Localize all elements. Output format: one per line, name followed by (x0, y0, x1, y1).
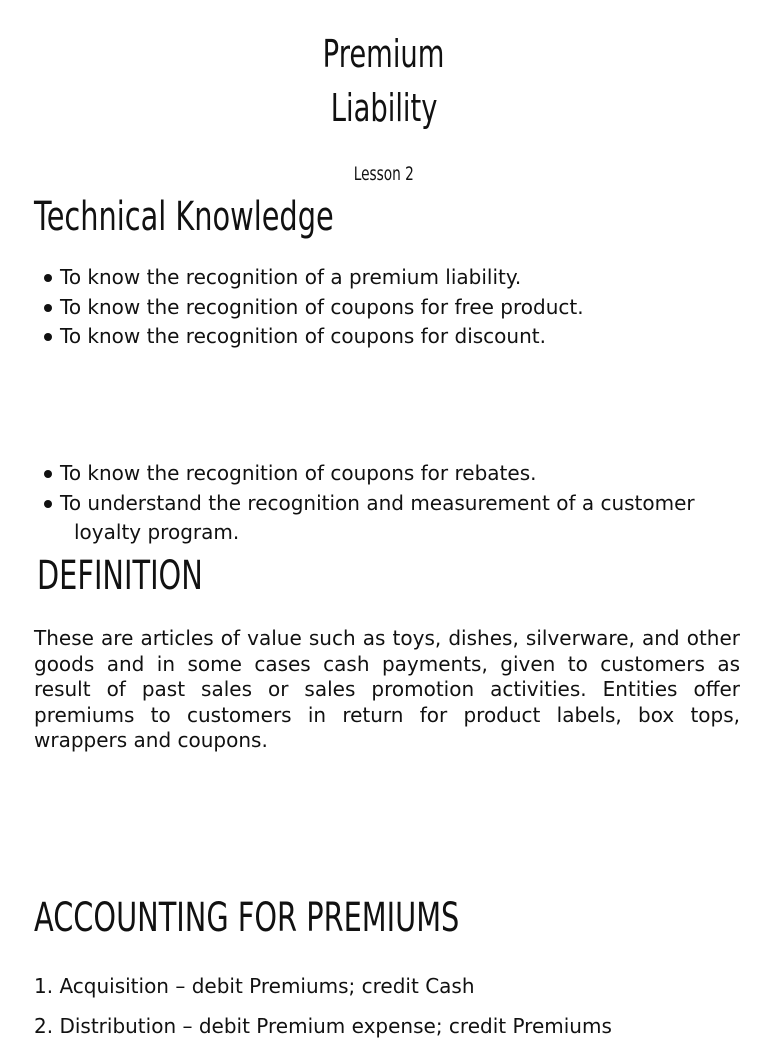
list-item (42, 489, 732, 548)
lesson-label (0, 162, 768, 186)
accounting-steps (34, 966, 740, 1046)
list-item: 1. Acquisition – debit Premiums; credit Cash (34, 974, 475, 998)
list-item: To know the recognition of coupons for rebates. (42, 459, 732, 489)
definition-heading: DEFINITION (37, 553, 203, 599)
list-item: To know the recognition of coupons for free product. (42, 293, 732, 323)
title-line-1 (0, 28, 768, 80)
title-text-1: Premium (323, 32, 445, 76)
technical-knowledge-list-top (42, 263, 732, 352)
title-text-2: Liability (330, 86, 438, 130)
technical-knowledge-heading: Technical Knowledge (34, 194, 334, 240)
list-item-text: To understand the recognition and measurement of a customer (60, 490, 695, 515)
list-item: To know the recognition of coupons for discount. (42, 322, 732, 352)
list-item: To know the recognition of a premium liability. (42, 263, 732, 293)
accounting-heading: ACCOUNTING FOR PREMIUMS (34, 895, 460, 941)
lesson-label-text: Lesson 2 (353, 163, 415, 185)
definition-text: These are articles of value such as toys, dishes, silverware, and other goods and in some cases cash payments, given to customers as result of past sales or sales promotion activities. Entities offer premiums to customers in return for product labels, box tops, wrappers and coupons. (34, 626, 740, 753)
list-item: 2. Distribution – debit Premium expense; credit Premiums (34, 1014, 612, 1038)
technical-knowledge-list-bottom (42, 459, 732, 548)
list-item-continuation: loyalty program. (74, 520, 240, 544)
title-line-2 (0, 82, 768, 134)
